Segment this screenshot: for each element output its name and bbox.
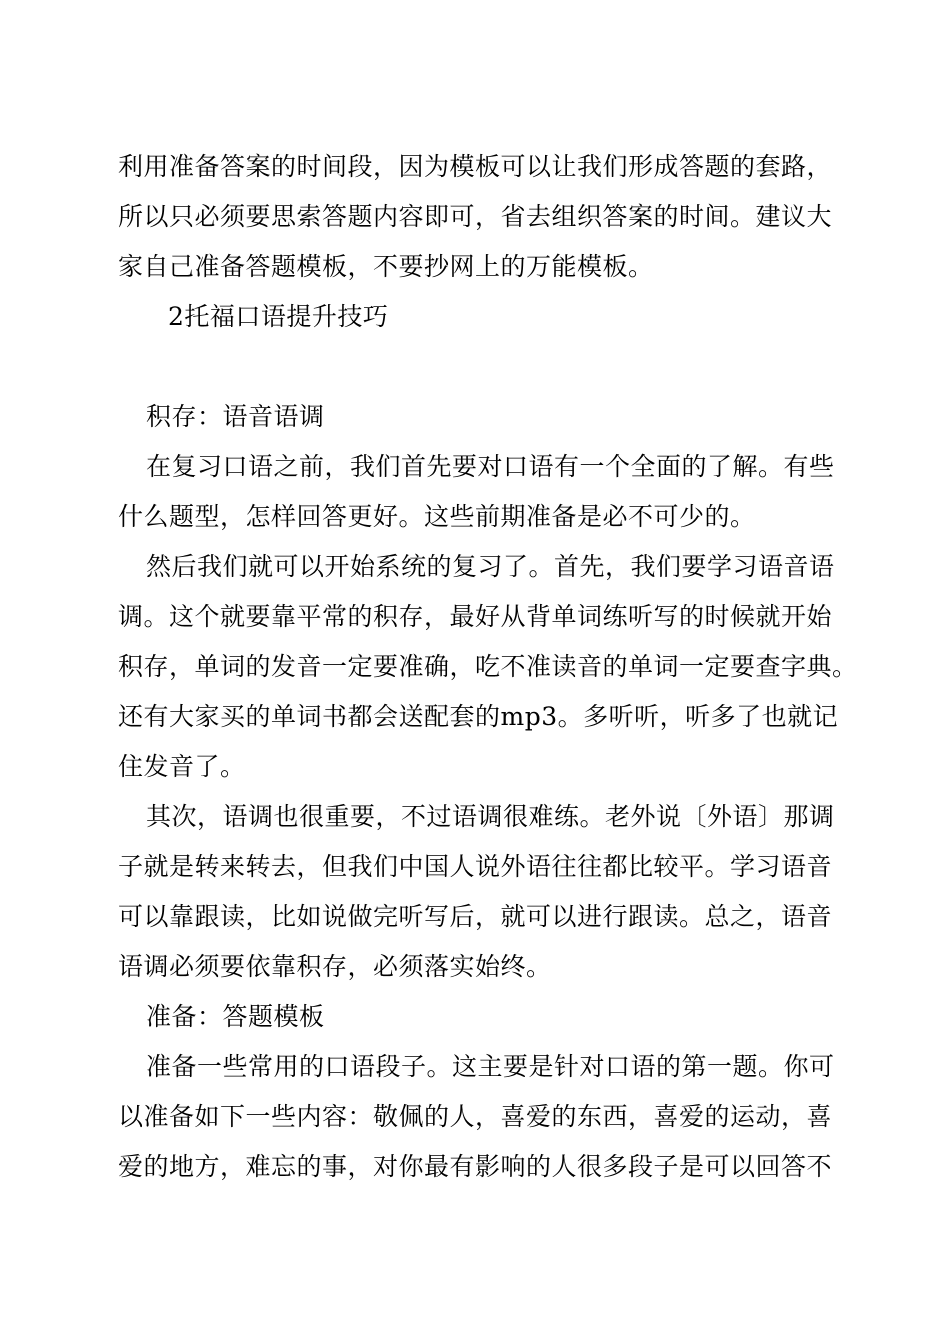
paragraph-line: 可以靠跟读，比如说做完听写后，就可以进行跟读。总之，语音: [118, 902, 833, 931]
paragraph-line: 住发音了。: [118, 752, 246, 781]
paragraph-line: 家自己准备答题模板，不要抄网上的万能模板。: [118, 252, 654, 281]
paragraph-line: 利用准备答案的时间段，因为模板可以让我们形成答题的套路，: [118, 152, 833, 181]
paragraph-line: 什么题型，怎样回答更好。这些前期准备是必不可少的。: [118, 502, 756, 531]
paragraph-line: 准备一些常用的口语段子。这主要是针对口语的第一题。你可: [146, 1052, 835, 1081]
subheading: 准备：答题模板: [146, 1002, 325, 1031]
paragraph-line: 还有大家买的单词书都会送配套的mp3。多听听，听多了也就记: [118, 702, 839, 731]
paragraph-line: 其次，语调也很重要，不过语调很难练。老外说〔外语〕那调: [146, 802, 835, 831]
paragraph-line: 爱的地方，难忘的事，对你最有影响的人很多段子是可以回答不: [118, 1152, 833, 1181]
subheading: 积存：语音语调: [146, 402, 325, 431]
paragraph-line: 子就是转来转去，但我们中国人说外语往往都比较平。学习语音: [118, 852, 833, 881]
paragraph-line: 积存，单词的发音一定要准确，吃不准读音的单词一定要查字典。: [118, 652, 858, 681]
paragraph-line: 以准备如下一些内容：敬佩的人，喜爱的东西，喜爱的运动，喜: [118, 1102, 833, 1131]
paragraph-line: 然后我们就可以开始系统的复习了。首先，我们要学习语音语: [146, 552, 835, 581]
section-heading: 2托福口语提升技巧: [168, 302, 389, 331]
paragraph-line: 调。这个就要靠平常的积存，最好从背单词练听写的时候就开始: [118, 602, 833, 631]
paragraph-line: 所以只必须要思索答题内容即可，省去组织答案的时间。建议大: [118, 202, 833, 231]
paragraph-line: 在复习口语之前，我们首先要对口语有一个全面的了解。有些: [146, 452, 835, 481]
paragraph-line: 语调必须要依靠积存，必须落实始终。: [118, 952, 552, 981]
